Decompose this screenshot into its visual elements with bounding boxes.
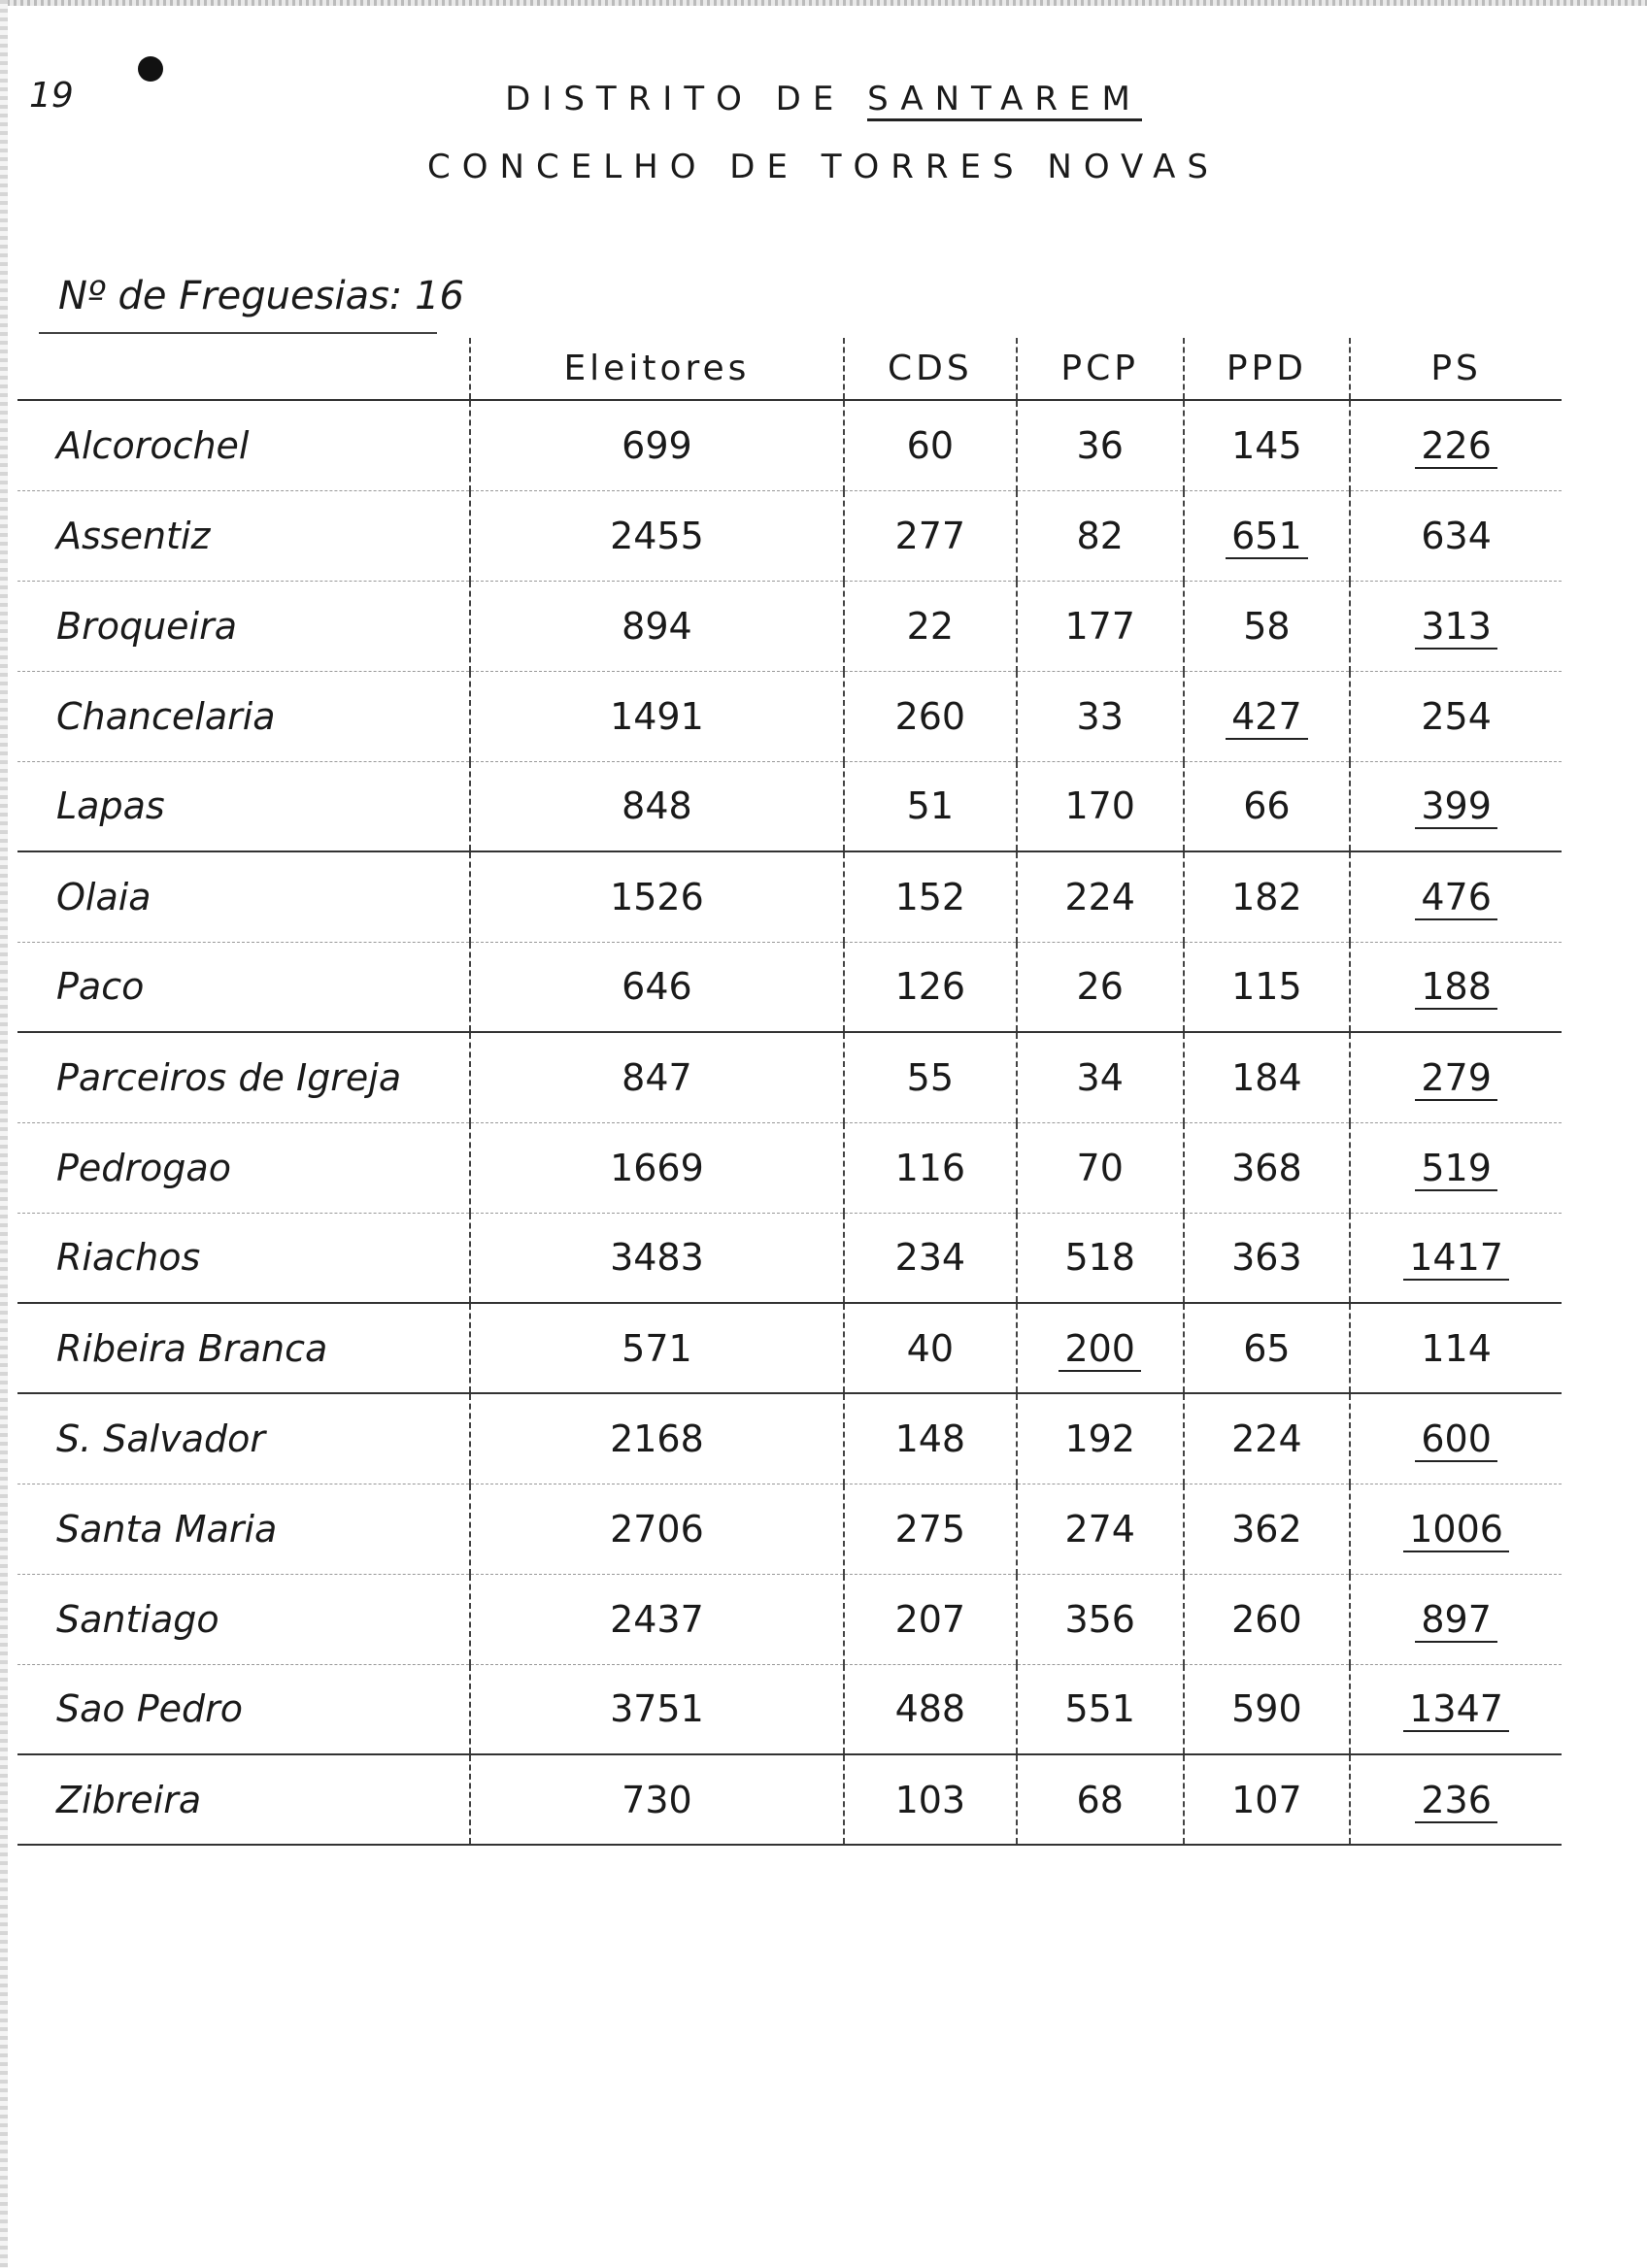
district-name: SANTAREM (867, 80, 1142, 121)
parish-name: Santiago (17, 1574, 470, 1664)
cell-pcp: 70 (1017, 1122, 1184, 1213)
freguesias-underline (39, 332, 437, 334)
cell-ps (1350, 1754, 1562, 1845)
cell-ppd: 107 (1184, 1754, 1351, 1845)
parish-name: Zibreira (17, 1754, 470, 1845)
winner-value: 399 (1415, 784, 1497, 829)
header-eleitores: Eleitores (470, 338, 844, 400)
parish-name: Riachos (17, 1213, 470, 1303)
parish-name: Pedrogao (17, 1122, 470, 1213)
cell-cds: 275 (844, 1484, 1017, 1574)
cell-ppd: 115 (1184, 942, 1351, 1032)
cell-pcp: 26 (1017, 942, 1184, 1032)
cell-ppd: 145 (1184, 400, 1351, 490)
cell-eleitores: 2455 (470, 490, 844, 581)
cell-pcp (1017, 1303, 1184, 1393)
winner-value: 427 (1226, 695, 1308, 740)
cell-ppd: 182 (1184, 851, 1351, 942)
cell-eleitores: 1669 (470, 1122, 844, 1213)
cell-ppd: 590 (1184, 1664, 1351, 1754)
table-row (17, 942, 1562, 1032)
cell-cds: 51 (844, 761, 1017, 851)
cell-ps (1350, 1484, 1562, 1574)
winner-value: 200 (1059, 1327, 1141, 1372)
winner-value: 1417 (1403, 1236, 1509, 1281)
cell-ps (1350, 851, 1562, 942)
cell-ppd: 362 (1184, 1484, 1351, 1574)
header-ps: PS (1350, 338, 1562, 400)
cell-cds: 277 (844, 490, 1017, 581)
winner-value: 897 (1415, 1598, 1497, 1643)
table-row (17, 1213, 1562, 1303)
cell-cds: 488 (844, 1664, 1017, 1754)
cell-pcp: 274 (1017, 1484, 1184, 1574)
cell-ps (1350, 761, 1562, 851)
cell-pcp: 34 (1017, 1032, 1184, 1122)
table-row (17, 671, 1562, 761)
cell-cds: 55 (844, 1032, 1017, 1122)
cell-eleitores: 571 (470, 1303, 844, 1393)
winner-value: 651 (1226, 515, 1308, 559)
cell-cds: 103 (844, 1754, 1017, 1845)
freguesias-count: Nº de Freguesias: 16 (58, 274, 465, 318)
cell-pcp: 192 (1017, 1393, 1184, 1484)
cell-eleitores: 848 (470, 761, 844, 851)
table-row (17, 1032, 1562, 1122)
cell-ppd (1184, 671, 1351, 761)
cell-ps: 254 (1350, 671, 1562, 761)
header-ppd: PPD (1184, 338, 1351, 400)
table-row (17, 490, 1562, 581)
table-row (17, 1574, 1562, 1664)
cell-ppd: 368 (1184, 1122, 1351, 1213)
cell-pcp: 33 (1017, 671, 1184, 761)
table-row (17, 1484, 1562, 1574)
cell-eleitores: 3483 (470, 1213, 844, 1303)
cell-ppd: 363 (1184, 1213, 1351, 1303)
cell-ppd (1184, 490, 1351, 581)
parish-name: Chancelaria (17, 671, 470, 761)
cell-pcp: 170 (1017, 761, 1184, 851)
cell-pcp: 356 (1017, 1574, 1184, 1664)
winner-value: 519 (1415, 1147, 1497, 1191)
cell-eleitores: 3751 (470, 1664, 844, 1754)
winner-value: 476 (1415, 876, 1497, 920)
parish-name: Santa Maria (17, 1484, 470, 1574)
winner-value: 188 (1415, 965, 1497, 1010)
parish-name: Alcorochel (17, 400, 470, 490)
cell-cds: 126 (844, 942, 1017, 1032)
winner-value: 313 (1415, 605, 1497, 650)
cell-eleitores: 2437 (470, 1574, 844, 1664)
cell-ppd: 184 (1184, 1032, 1351, 1122)
winner-value: 1347 (1403, 1687, 1509, 1732)
cell-cds: 116 (844, 1122, 1017, 1213)
cell-eleitores: 2168 (470, 1393, 844, 1484)
cell-pcp: 82 (1017, 490, 1184, 581)
parish-name: Ribeira Branca (17, 1303, 470, 1393)
cell-cds: 207 (844, 1574, 1017, 1664)
cell-pcp: 68 (1017, 1754, 1184, 1845)
table-row (17, 1393, 1562, 1484)
parish-name: Paco (17, 942, 470, 1032)
cell-eleitores: 894 (470, 581, 844, 671)
cell-eleitores: 699 (470, 400, 844, 490)
parish-name: Lapas (17, 761, 470, 851)
cell-ppd: 260 (1184, 1574, 1351, 1664)
parish-name: Olaia (17, 851, 470, 942)
winner-value: 226 (1415, 424, 1497, 469)
cell-eleitores: 730 (470, 1754, 844, 1845)
cell-ps (1350, 1664, 1562, 1754)
table-row (17, 1664, 1562, 1754)
winner-value: 1006 (1403, 1508, 1509, 1552)
district-title-prefix: DISTRITO DE (505, 80, 846, 118)
header-pcp: PCP (1017, 338, 1184, 400)
winner-value: 600 (1415, 1418, 1497, 1462)
municipality-title: CONCELHO DE TORRES NOVAS (427, 148, 1220, 186)
cell-cds: 60 (844, 400, 1017, 490)
cell-ppd: 224 (1184, 1393, 1351, 1484)
cell-eleitores: 1491 (470, 671, 844, 761)
cell-cds: 148 (844, 1393, 1017, 1484)
cell-ppd: 66 (1184, 761, 1351, 851)
header-cds: CDS (844, 338, 1017, 400)
punch-hole-mark (138, 56, 163, 82)
cell-ps: 634 (1350, 490, 1562, 581)
cell-pcp: 36 (1017, 400, 1184, 490)
cell-ppd: 65 (1184, 1303, 1351, 1393)
winner-value: 279 (1415, 1056, 1497, 1101)
scan-edge-top (0, 0, 1647, 6)
cell-pcp: 224 (1017, 851, 1184, 942)
cell-eleitores: 847 (470, 1032, 844, 1122)
cell-cds: 22 (844, 581, 1017, 671)
table-row (17, 761, 1562, 851)
winner-value: 236 (1415, 1779, 1497, 1823)
cell-ps (1350, 581, 1562, 671)
table-header-row (17, 338, 1562, 400)
cell-pcp: 518 (1017, 1213, 1184, 1303)
cell-cds: 260 (844, 671, 1017, 761)
cell-cds: 40 (844, 1303, 1017, 1393)
parish-name: Broqueira (17, 581, 470, 671)
cell-ps (1350, 400, 1562, 490)
cell-cds: 152 (844, 851, 1017, 942)
cell-cds: 234 (844, 1213, 1017, 1303)
cell-ps (1350, 1032, 1562, 1122)
cell-ppd: 58 (1184, 581, 1351, 671)
table-row (17, 581, 1562, 671)
table-row (17, 400, 1562, 490)
parish-name: S. Salvador (17, 1393, 470, 1484)
cell-ps: 114 (1350, 1303, 1562, 1393)
cell-ps (1350, 942, 1562, 1032)
table-row (17, 851, 1562, 942)
table-row (17, 1122, 1562, 1213)
cell-pcp: 177 (1017, 581, 1184, 671)
cell-ps (1350, 1213, 1562, 1303)
table-row (17, 1754, 1562, 1845)
cell-eleitores: 1526 (470, 851, 844, 942)
cell-pcp: 551 (1017, 1664, 1184, 1754)
cell-ps (1350, 1574, 1562, 1664)
page-number: 19 (29, 76, 74, 116)
parish-name: Assentiz (17, 490, 470, 581)
header-name-blank (17, 338, 470, 400)
parish-name: Sao Pedro (17, 1664, 470, 1754)
parish-name: Parceiros de Igreja (17, 1032, 470, 1122)
cell-eleitores: 2706 (470, 1484, 844, 1574)
cell-eleitores: 646 (470, 942, 844, 1032)
cell-ps (1350, 1393, 1562, 1484)
scan-edge-left (0, 0, 8, 2268)
table-row (17, 1303, 1562, 1393)
results-table (17, 338, 1562, 1846)
cell-ps (1350, 1122, 1562, 1213)
district-title (0, 80, 1647, 118)
